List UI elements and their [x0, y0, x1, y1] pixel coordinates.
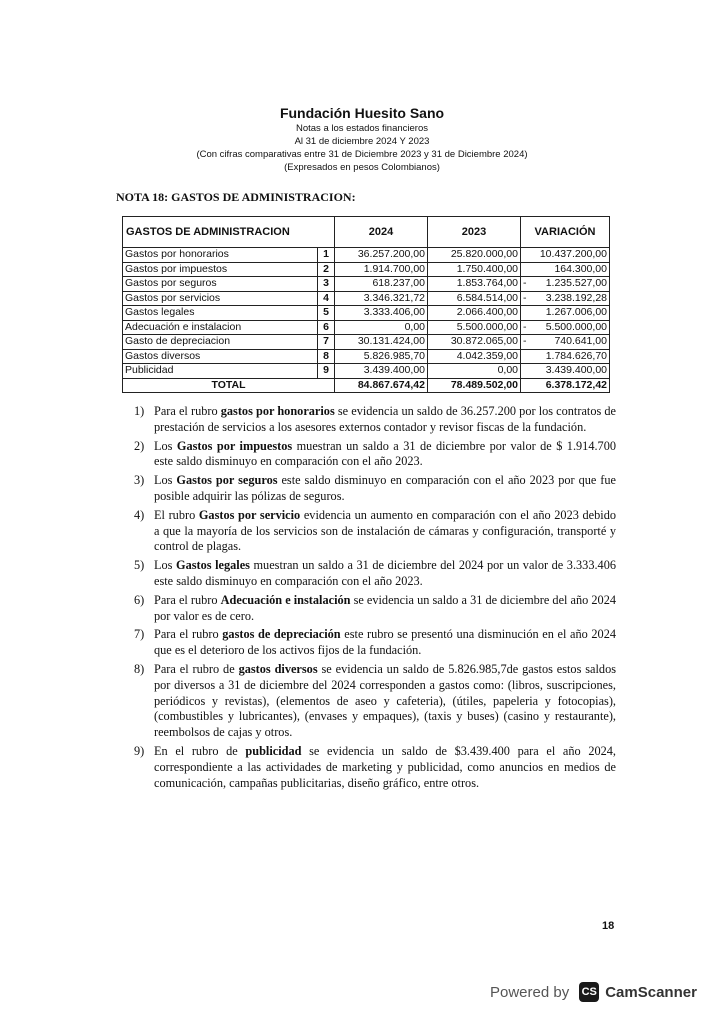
notes-list — [130, 404, 616, 794]
row-variation — [521, 335, 610, 350]
note-item — [130, 627, 616, 659]
note-text-bold: gastos de depreciación — [222, 627, 341, 642]
note-text-post: se evidencia un saldo de 36.257.200 por los contratos de prestación de servicios a los asesores externos contador y revisor fiscas de la fundación. — [154, 404, 616, 434]
note-text-bold: Gastos por servicio — [198, 507, 301, 522]
note-text-bold: Gastos por impuestos — [176, 438, 293, 453]
variation-value: 10.437.200,00 — [539, 248, 607, 261]
row-variation — [521, 320, 610, 335]
row-note-ref: 3 — [318, 277, 335, 292]
row-value-2024: 1.914.700,00 — [335, 262, 428, 277]
note-text-bold: Gastos por seguros — [176, 473, 278, 488]
note-number: 2) — [134, 438, 145, 453]
row-concept: Gasto de depreciacion — [123, 335, 318, 350]
camscanner-icon: CS — [579, 982, 599, 1002]
note-text-pre: Para el rubro — [154, 592, 221, 607]
note-number: 4) — [134, 507, 145, 522]
camscanner-brand: CamScanner — [605, 983, 697, 1001]
row-note-ref: 7 — [318, 335, 335, 350]
row-value-2024: 0,00 — [335, 320, 428, 335]
row-concept: Gastos legales — [123, 306, 318, 321]
column-header-variation: VARIACIÓN — [521, 217, 610, 248]
note-text-post: se evidencia un saldo a 31 de diciembre del año 2024 por valor es de cero. — [154, 592, 616, 623]
note-number: 3) — [134, 473, 145, 488]
table-row — [123, 364, 610, 379]
row-value-2023: 4.042.359,00 — [428, 349, 521, 364]
row-value-2024: 3.346.321,72 — [335, 291, 428, 306]
row-value-2024: 618.237,00 — [335, 277, 428, 292]
note-item — [130, 439, 616, 471]
row-value-2023: 6.584.514,00 — [428, 291, 521, 306]
variation-value: 164.300,00 — [554, 262, 607, 275]
row-variation — [521, 349, 610, 364]
note-text-post: evidencia un aumento en comparación con el año 2023 debido a que la mayoría de los servicios son de instalación de cámaras y configuración, transporté y control de plagas. — [154, 507, 616, 554]
note-number: 6) — [134, 592, 145, 607]
total-row — [123, 378, 610, 393]
table-row — [123, 320, 610, 335]
variation-value: 1.267.006,00 — [545, 306, 607, 319]
note-item — [130, 404, 616, 436]
note-text-post: este saldo disminuyo en comparación con el año 2023 por que fue posible adquirir las pólizas de seguros. — [154, 473, 616, 503]
variation-value: 1.784.626,70 — [545, 349, 607, 362]
note-text-pre: Los — [154, 558, 177, 573]
negative-sign: - — [523, 291, 527, 304]
row-variation — [521, 277, 610, 292]
row-variation — [521, 306, 610, 321]
note-text-bold: publicidad — [245, 743, 302, 758]
total-label: TOTAL — [123, 378, 335, 393]
table-row — [123, 291, 610, 306]
note-text-bold: Adecuación e instalación — [220, 592, 351, 607]
variation-value: 740.641,00 — [554, 335, 607, 348]
row-value-2024: 36.257.200,00 — [335, 248, 428, 263]
powered-by-text: Powered by — [490, 983, 570, 1001]
camscanner-watermark — [490, 982, 697, 1002]
subtitle-line: Al 31 de diciembre 2024 Y 2023 — [294, 136, 430, 147]
note-text-post: se evidencia un saldo de $3.439.400 para el año 2024, correspondiente a las actividades de marketing y publicidad, como anuncios en medios de comunicación, campañas publicitarias, diseño gráfico, entre otros. — [154, 743, 616, 790]
row-note-ref: 5 — [318, 306, 335, 321]
note-text-post: muestran un saldo a 31 de diciembre por valor de $ 1.914.700 este saldo disminuyo en comparación con el año 2023. — [154, 438, 616, 469]
row-variation — [521, 291, 610, 306]
table-header-row — [123, 217, 610, 248]
row-value-2023: 25.820.000,00 — [428, 248, 521, 263]
column-header-2024: 2024 — [335, 217, 428, 248]
subtitle-line: (Expresados en pesos Colombianos) — [284, 162, 440, 173]
column-header-concept: GASTOS DE ADMINISTRACION — [123, 217, 335, 248]
row-concept: Gastos por servicios — [123, 291, 318, 306]
note-item — [130, 558, 616, 590]
negative-sign: - — [523, 320, 527, 333]
note-text-pre: Para el rubro — [154, 404, 221, 418]
note-item — [130, 744, 616, 791]
row-note-ref: 8 — [318, 349, 335, 364]
note-text-pre: El rubro — [154, 507, 199, 522]
note-number: 7) — [134, 627, 145, 642]
variation-value: 3.238.192,28 — [545, 291, 607, 304]
note-text-post: se evidencia un saldo de 5.826.985,7de gastos estos saldos por diversos a 31 de diciembre del 2024 corresponden a gastos como: (libros, suscripciones, periódicos y revistas), (elementos de aseo y cafeteria), (útiles, papeleria y fotocopias), (combustibles y lubricantes), (envases y empaques), (taxis y buses) (casino y restaurante), reembolsos de cajas y otros. — [154, 661, 617, 740]
table-row — [123, 248, 610, 263]
note-number: 9) — [134, 743, 145, 758]
table-row — [123, 277, 610, 292]
row-value-2024: 5.826.985,70 — [335, 349, 428, 364]
row-note-ref: 9 — [318, 364, 335, 379]
admin-expenses-table — [122, 216, 610, 393]
table-row — [123, 349, 610, 364]
note-text-post: muestran un saldo a 31 de diciembre del 2024 por un valor de 3.333.406 este saldo disminuyo en comparación con el año 2023. — [154, 558, 616, 588]
row-concept: Gastos por impuestos — [123, 262, 318, 277]
row-value-2023: 0,00 — [428, 364, 521, 379]
subtitle-line: (Con cifras comparativas entre 31 de Diciembre 2023 y 31 de Diciembre 2024) — [196, 149, 528, 160]
note-item — [130, 593, 616, 625]
row-variation — [521, 262, 610, 277]
variation-value: 3.439.400,00 — [545, 364, 607, 377]
row-note-ref: 2 — [318, 262, 335, 277]
row-value-2023: 5.500.000,00 — [428, 320, 521, 335]
total-2023: 78.489.502,00 — [428, 378, 521, 393]
row-value-2024: 3.439.400,00 — [335, 364, 428, 379]
row-value-2023: 30.872.065,00 — [428, 335, 521, 350]
note-text-pre: Para el rubro — [154, 627, 223, 642]
note-number: 1) — [134, 404, 145, 418]
subtitle-line: Notas a los estados financieros — [295, 123, 429, 134]
note-text-bold: gastos diversos — [238, 661, 318, 676]
document-header — [0, 104, 724, 174]
row-value-2023: 1.750.400,00 — [428, 262, 521, 277]
note-text-bold: gastos por honorarios — [220, 404, 335, 418]
negative-sign: - — [523, 335, 527, 348]
note-item — [130, 662, 616, 741]
row-concept: Publicidad — [123, 364, 318, 379]
total-2024: 84.867.674,42 — [335, 378, 428, 393]
variation-value: 1.235.527,00 — [545, 277, 607, 290]
organization-name: Fundación Huesito Sano — [279, 105, 445, 121]
negative-sign: - — [523, 277, 527, 290]
table-row — [123, 306, 610, 321]
note-text-pre: En el rubro de — [154, 743, 246, 758]
row-note-ref: 1 — [318, 248, 335, 263]
total-variation: 6.378.172,42 — [521, 378, 610, 393]
table-row — [123, 335, 610, 350]
note-text-pre: Los — [154, 473, 177, 488]
row-value-2023: 1.853.764,00 — [428, 277, 521, 292]
row-variation — [521, 248, 610, 263]
table-row — [123, 262, 610, 277]
row-note-ref: 6 — [318, 320, 335, 335]
row-concept: Gastos por honorarios — [123, 248, 318, 263]
note-text-post: este rubro se presentó una disminución en el año 2024 que es el deterioro de los activos fijos de la fundación. — [154, 627, 616, 658]
row-variation — [521, 364, 610, 379]
note-title: NOTA 18: GASTOS DE ADMINISTRACION: — [116, 190, 356, 204]
note-text-pre: Para el rubro de — [154, 661, 239, 676]
note-item — [130, 473, 616, 505]
variation-value: 5.500.000,00 — [545, 320, 607, 333]
row-concept: Gastos diversos — [123, 349, 318, 364]
row-value-2023: 2.066.400,00 — [428, 306, 521, 321]
row-value-2024: 3.333.406,00 — [335, 306, 428, 321]
note-text-pre: Los — [154, 438, 177, 453]
column-header-2023: 2023 — [428, 217, 521, 248]
note-number: 5) — [134, 558, 145, 573]
note-item — [130, 508, 616, 555]
row-concept: Gastos por seguros — [123, 277, 318, 292]
row-concept: Adecuación e instalacion — [123, 320, 318, 335]
note-text-bold: Gastos legales — [176, 558, 250, 573]
row-value-2024: 30.131.424,00 — [335, 335, 428, 350]
note-number: 8) — [134, 661, 145, 676]
row-note-ref: 4 — [318, 291, 335, 306]
page-number: 18 — [602, 920, 615, 932]
